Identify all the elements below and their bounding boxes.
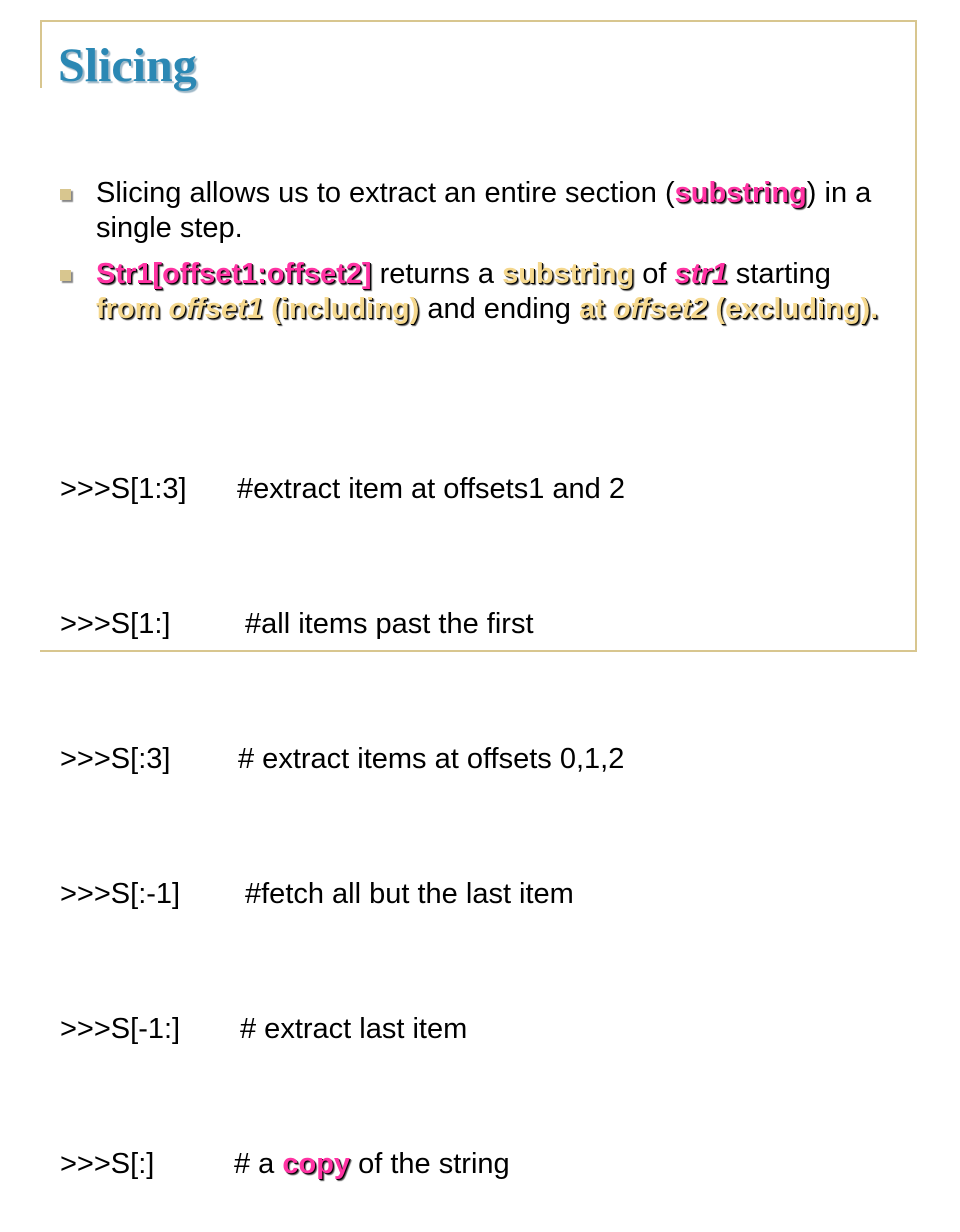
bullet2-including: (including) bbox=[263, 293, 420, 325]
code-line bbox=[60, 872, 625, 917]
code-line bbox=[60, 1007, 625, 1052]
bullet2-text: returns a bbox=[371, 258, 503, 290]
bullet2-offset2: offset2 bbox=[612, 293, 708, 325]
square-bullet-icon bbox=[60, 189, 71, 200]
code-comment: # extract last item bbox=[240, 1013, 468, 1045]
frame-left-border bbox=[40, 20, 42, 88]
square-bullet-icon bbox=[60, 270, 71, 281]
bullet2-str1: str1 bbox=[674, 258, 728, 290]
bullet-item-2 bbox=[60, 257, 900, 327]
bullet1-text-pre: Slicing allows us to extract an entire section ( bbox=[96, 177, 675, 209]
code-line bbox=[60, 1142, 625, 1187]
code-command: >>>S[1:] bbox=[60, 608, 171, 640]
frame-right-border bbox=[915, 20, 917, 652]
code-comment: #all items past the first bbox=[245, 608, 534, 640]
bullet2-text: of bbox=[634, 258, 675, 290]
bullet2-excluding: (excluding). bbox=[707, 293, 879, 325]
code-line bbox=[60, 737, 625, 782]
bullet-item-1 bbox=[60, 176, 900, 246]
bullet1-text-post: ) in a single step. bbox=[96, 177, 872, 244]
bullet2-offset1: offset1 bbox=[168, 293, 264, 325]
code-comment: # extract items at offsets 0,1,2 bbox=[238, 743, 625, 775]
bullet2-from: from bbox=[96, 293, 169, 325]
copy-highlight: copy bbox=[282, 1148, 351, 1180]
code-command: >>>S[-1:] bbox=[60, 1013, 181, 1045]
code-line bbox=[60, 602, 625, 647]
code-comment: #fetch all but the last item bbox=[245, 878, 574, 910]
code-line bbox=[60, 467, 625, 512]
code-command: >>>S[:-1] bbox=[60, 878, 181, 910]
code-comment: # a bbox=[234, 1148, 283, 1180]
code-command: >>>S[1:3] bbox=[60, 473, 187, 505]
bullet2-text: starting bbox=[727, 258, 831, 290]
bullet2-expression: Str1[offset1:offset2] bbox=[96, 258, 372, 290]
code-comment: of the string bbox=[350, 1148, 510, 1180]
code-command: >>>S[:] bbox=[60, 1148, 155, 1180]
bullet2-substring: substring bbox=[502, 258, 635, 290]
bullet1-highlight: substring bbox=[674, 177, 807, 209]
bullet-list bbox=[60, 176, 900, 338]
frame-top-border bbox=[40, 20, 917, 22]
bullet2-at: at bbox=[578, 293, 613, 325]
slide-title: Slicing bbox=[58, 39, 197, 92]
bullet2-text: and ending bbox=[419, 293, 579, 325]
code-comment: #extract item at offsets1 and 2 bbox=[237, 473, 625, 505]
code-examples bbox=[60, 377, 625, 1232]
code-command: >>>S[:3] bbox=[60, 743, 171, 775]
